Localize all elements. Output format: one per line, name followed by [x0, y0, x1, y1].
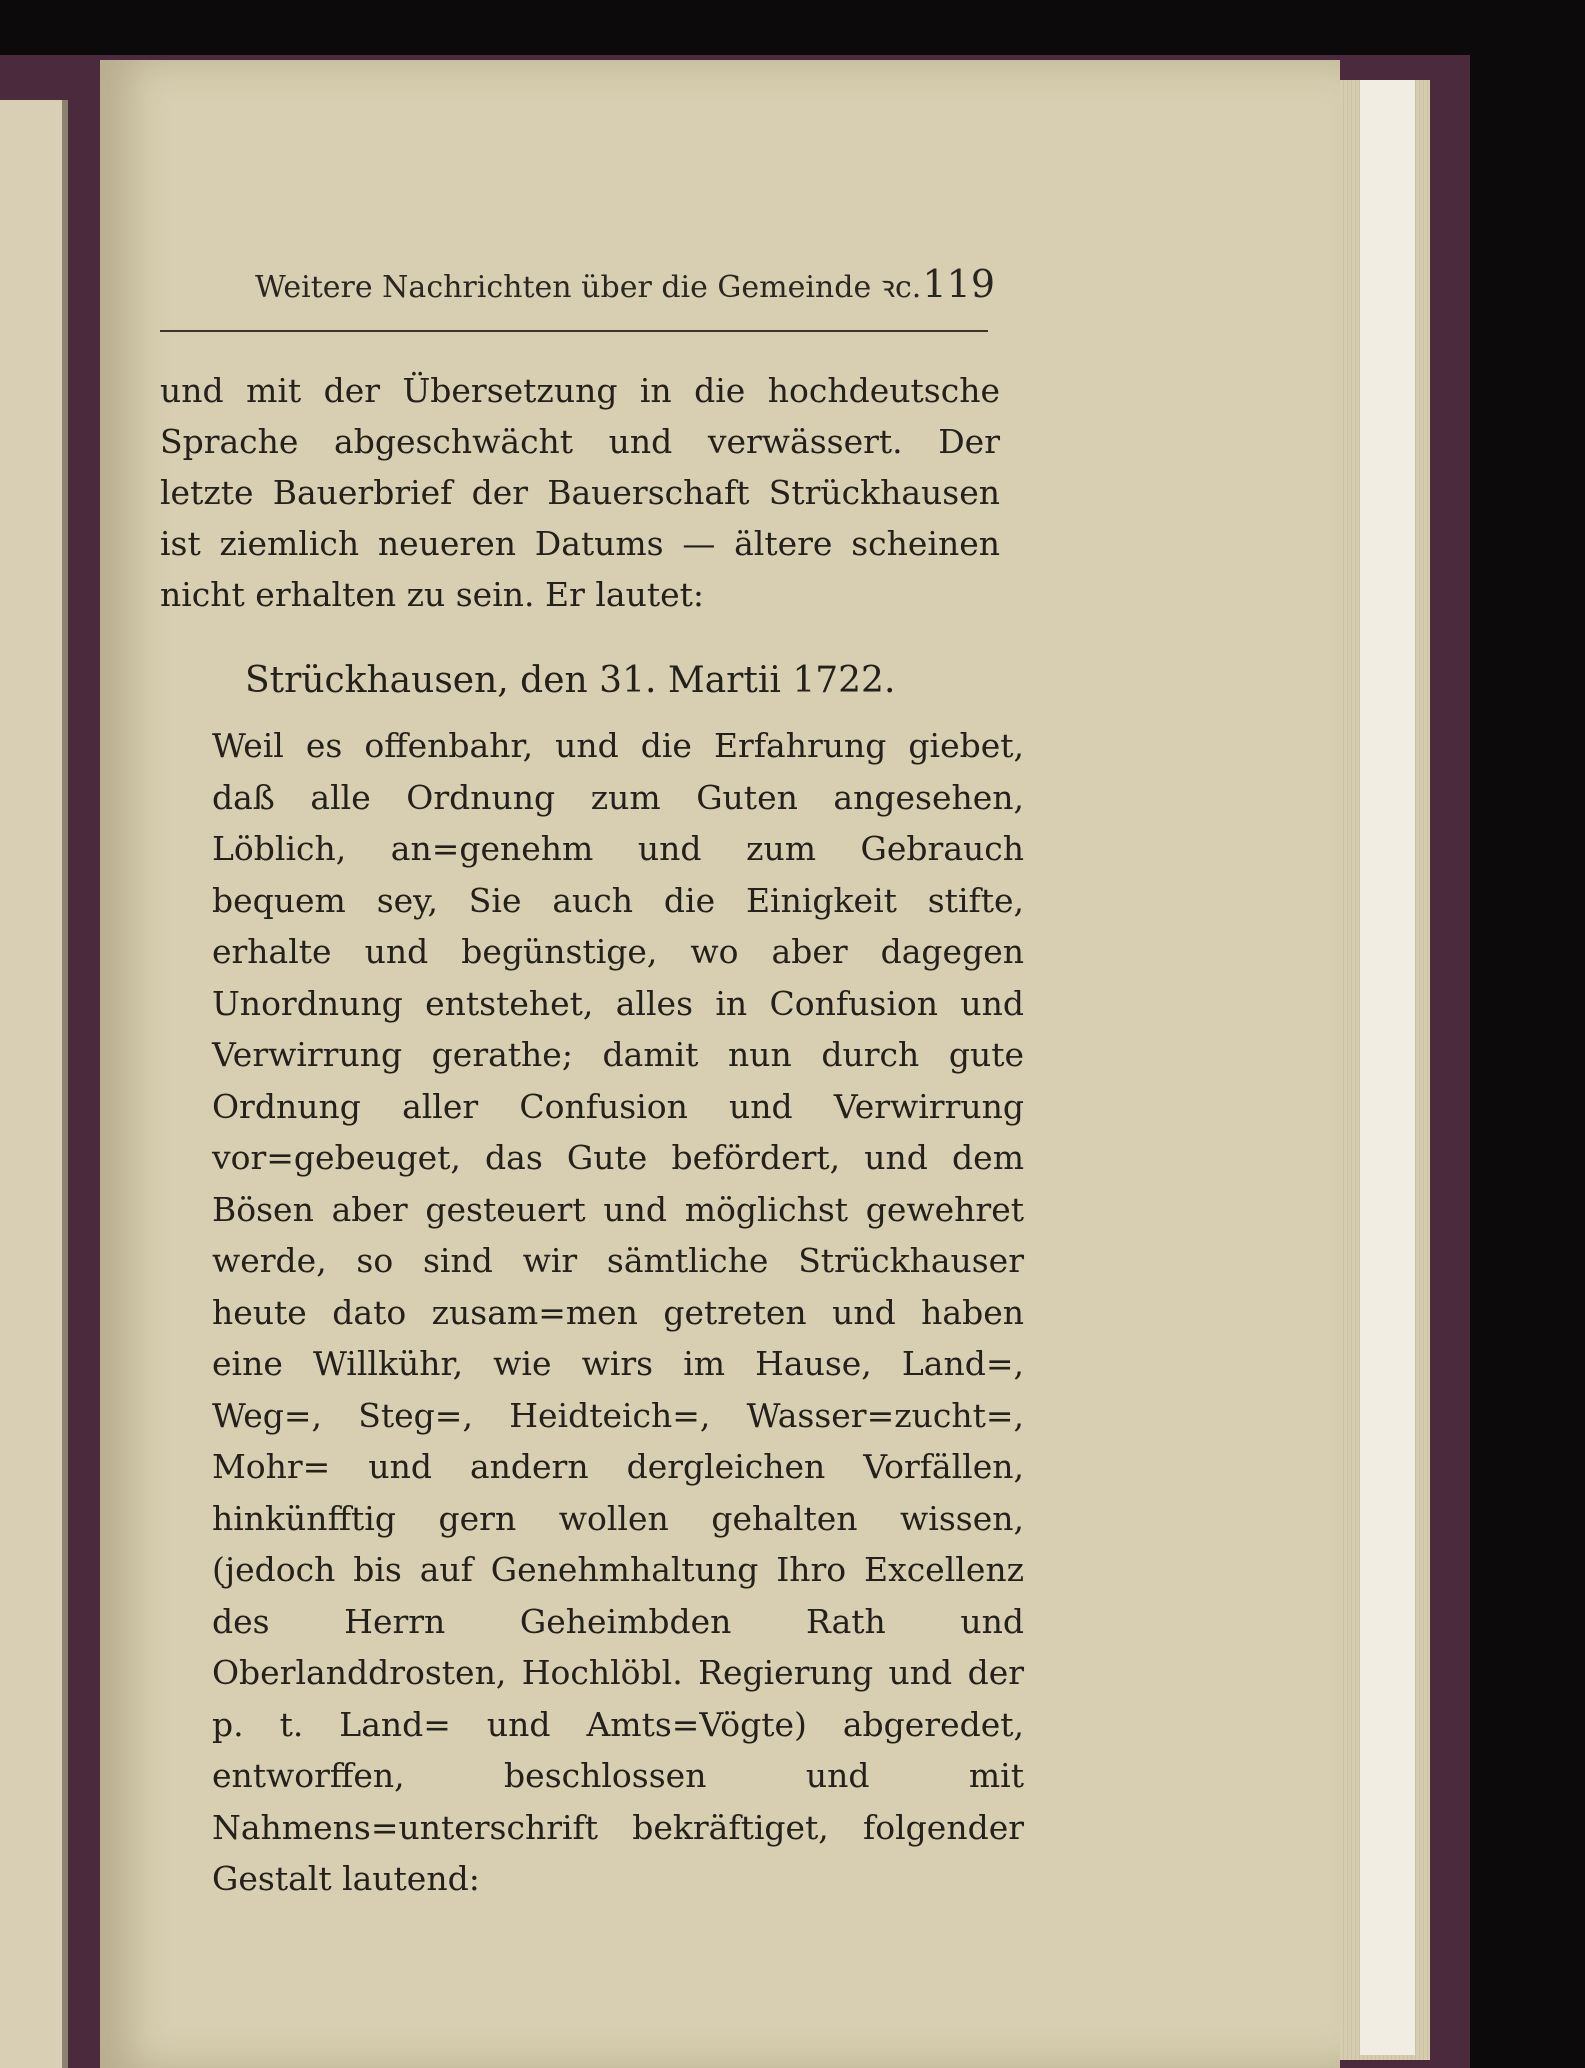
running-header: [255, 262, 995, 306]
intro-paragraph: und mit der Übersetzung in die hochdeutsche Sprache abgeschwächt und verwässert. Der letzte Bauerbrief der Bauerschaft Strückhausen ist ziemlich neueren Datums — ältere scheinen nicht erhalten zu sein. Er lautet:: [160, 371, 1000, 614]
endpaper-edge: [1360, 80, 1415, 2055]
header-rule: [160, 330, 988, 332]
date-line: Strückhausen, den 31. Martii 1722.: [245, 660, 896, 701]
header-title: Weitere Nachrichten über die Gemeinde ꝛc.: [255, 270, 922, 305]
intro-section: [160, 365, 1000, 620]
facing-page-edge: [0, 100, 68, 2068]
page-number: 119: [922, 262, 995, 306]
letter-paragraph: Weil es offenbahr, und die Erfahrung giebet, daß alle Ordnung zum Guten angesehen, Löblich, an=genehm und zum Gebrauch bequem sey, Sie auch die Einigkeit stifte, erhalte und begünstige, wo aber dagegen Unordnung entstehet, alles in Confusion und Verwirrung gerathe; damit nun durch gute Ordnung aller Confusion und Verwirrung vor=gebeuget, das Gute befördert, und dem Bösen aber gesteuert und möglichst gewehret werde, so sind wir sämtliche Strückhauser heute dato zusam=men getreten und haben eine Willkühr, wie wirs im Hause, Land=, Weg=, Steg=, Heidteich=, Wasser=zucht=, Mohr= und andern dergleichen Vorfällen, hinkünfftig gern wollen gehalten wissen, (jedoch bis auf Genehmhaltung Ihro Excellenz des Herrn Geheimbden Rath und Oberlanddrosten, Hochlöbl. Regierung und der p. t. Land= und Amts=Vögte) abgeredet, entworffen, beschlossen und mit Nahmens=unterschrift bekräftiget, folgender Gestalt lautend:: [212, 726, 1024, 1898]
